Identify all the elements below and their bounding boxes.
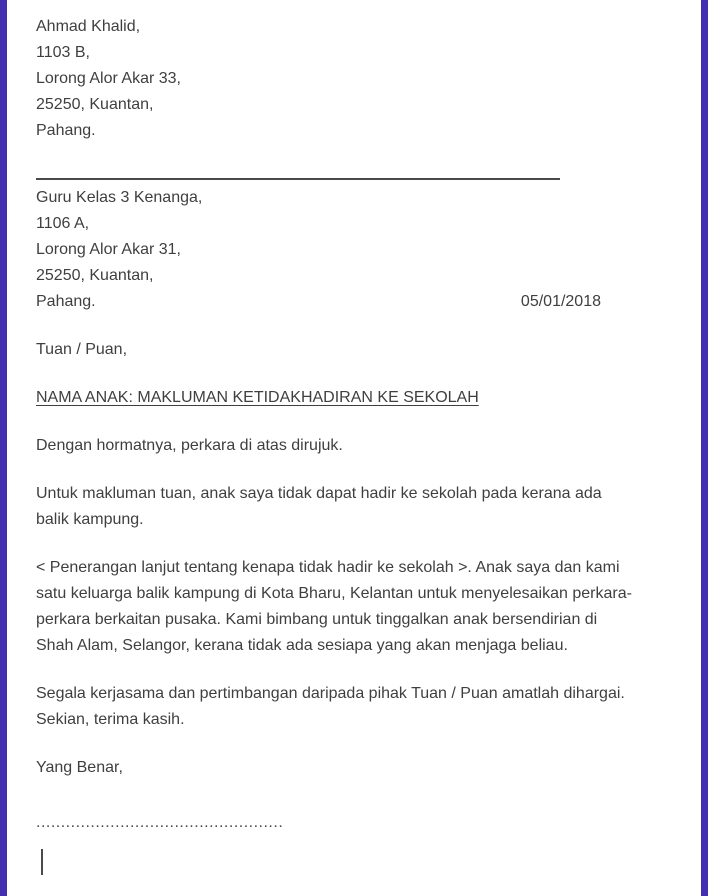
sender-address-line: 25250, Kuantan, [36,96,154,113]
letter-content [36,14,636,875]
text-cursor [41,849,43,875]
signature-dotted-line: .................................................. [36,814,284,831]
closing-line: Yang Benar, [36,759,123,776]
sender-address-line: Pahang. [36,122,96,139]
recipient-address-line: 1106 A, [36,215,90,232]
recipient-address-line: Lorong Alor Akar 31, [36,241,181,258]
sender-address-line: 1103 B, [36,44,90,61]
recipient-address-line: 25250, Kuantan, [36,267,154,284]
body-paragraph: Untuk makluman tuan, anak saya tidak dapat hadir ke sekolah pada kerana ada balik kampung. [36,485,602,528]
body-paragraph: < Penerangan lanjut tentang kenapa tidak hadir ke sekolah >. Anak saya dan kami satu keluarga balik kampung di Kota Bharu, Kelantan untuk menyelesaikan perkara-perkara berkaitan pusaka. Kami bimbang untuk tinggalkan anak bersendirian di Shah Alam, Selangor, kerana tidak ada sesiapa yang akan menjaga beliau. [36,559,632,654]
address-separator-line [36,178,560,180]
recipient-last-line-and-date-row [36,289,601,315]
sender-address-line: Ahmad Khalid, [36,18,141,35]
recipient-address-line: Pahang. [36,293,96,310]
body-paragraph: Dengan hormatnya, perkara di atas dirujuk. [36,437,343,454]
recipient-address-line: Guru Kelas 3 Kenanga, [36,189,203,206]
subject-line: NAMA ANAK: MAKLUMAN KETIDAKHADIRAN KE SEKOLAH [36,389,479,406]
sender-address-line: Lorong Alor Akar 33, [36,70,181,87]
sender-address-block [36,14,636,144]
body-paragraph: Segala kerjasama dan pertimbangan daripada pihak Tuan / Puan amatlah dihargai. Sekian, terima kasih. [36,685,625,728]
salutation: Tuan / Puan, [36,341,128,358]
letter-date: 05/01/2018 [520,293,601,310]
recipient-address-block [36,185,636,315]
